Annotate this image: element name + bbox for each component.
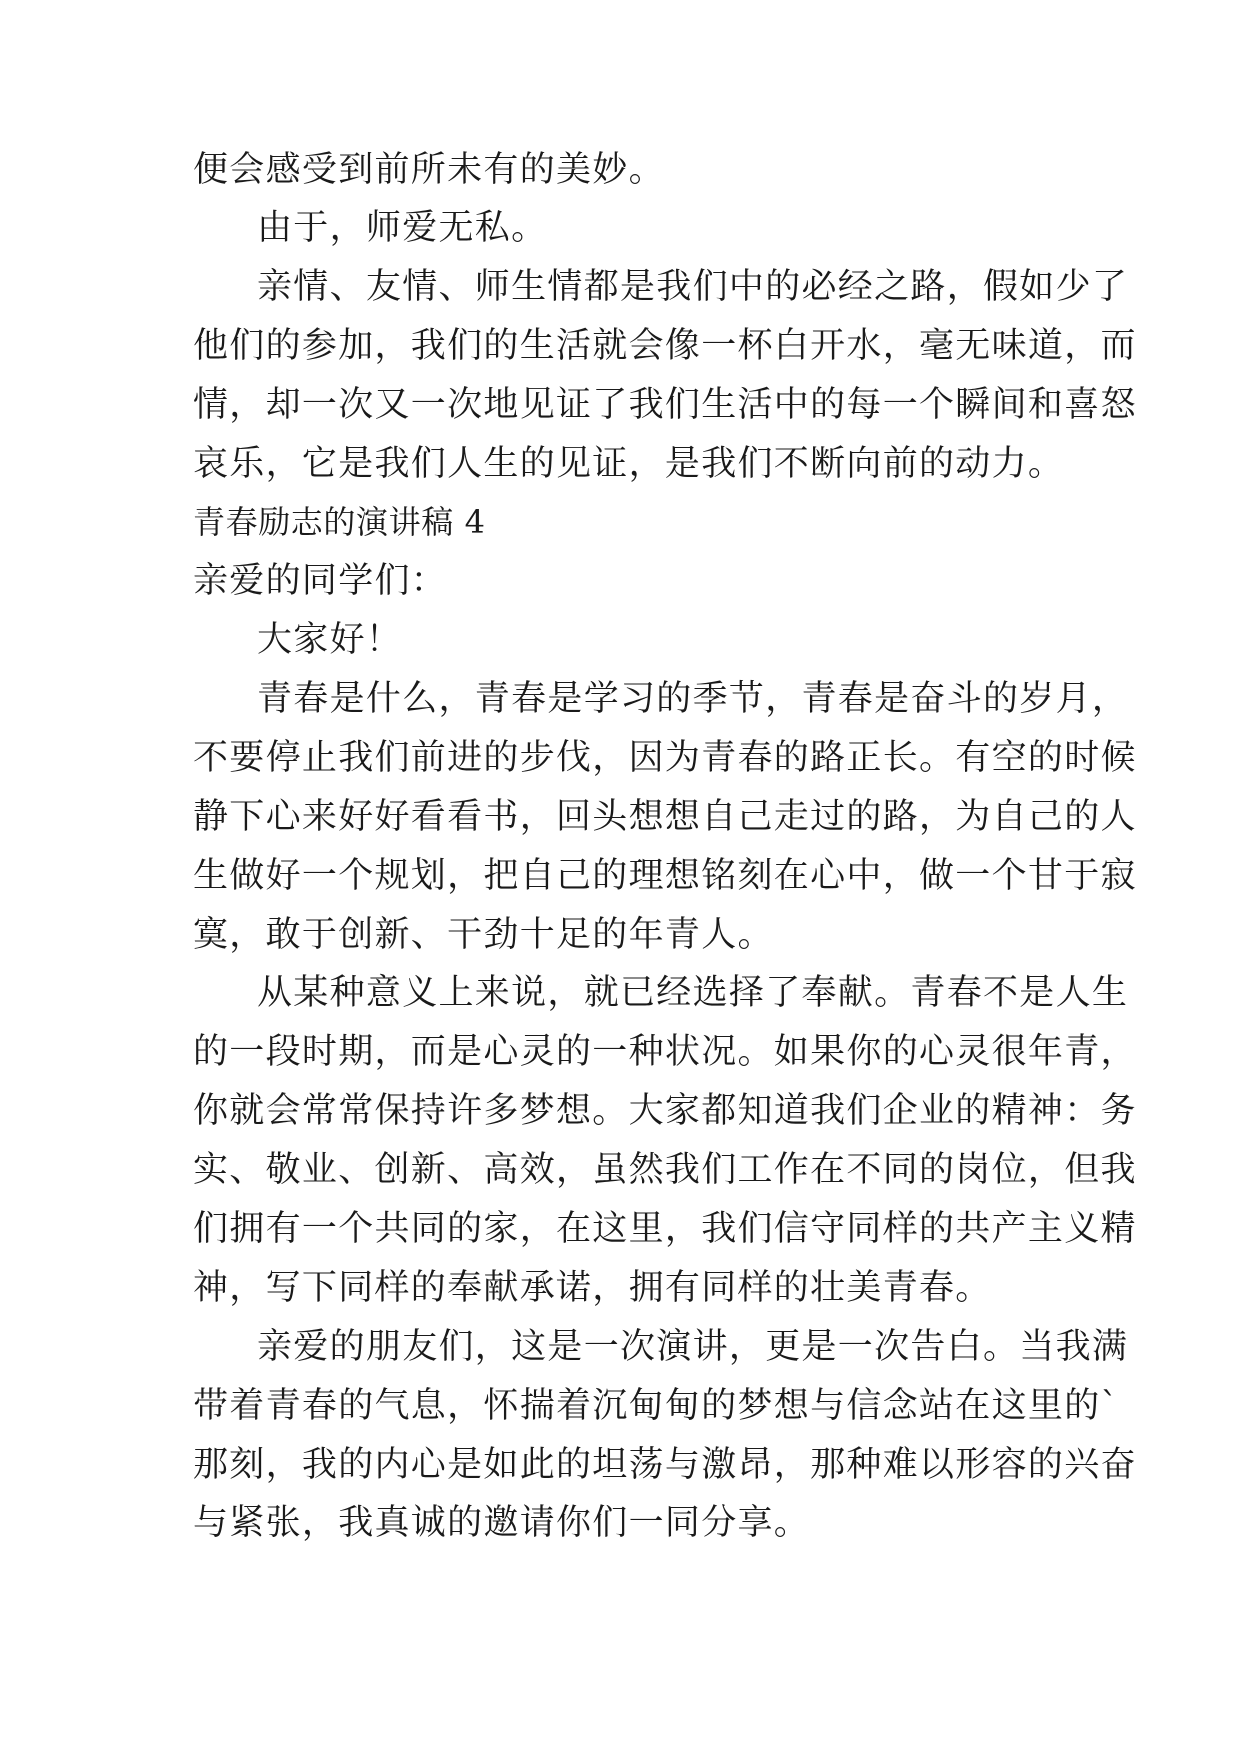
paragraph-line: 生做好一个规划，把自己的理想铭刻在心中，做一个甘于寂 — [193, 856, 1137, 896]
paragraph-line: 哀乐，它是我们人生的见证，是我们不断向前的动力。 — [193, 444, 1065, 484]
paragraph-line: 寞，敢于创新、干劲十足的年青人。 — [193, 915, 774, 955]
paragraph-line: 神，写下同样的奉献承诺，拥有同样的壮美青春。 — [193, 1268, 992, 1308]
paragraph-line: 们拥有一个共同的家，在这里，我们信守同样的共产主义精 — [193, 1209, 1137, 1249]
paragraph-line: 青春是什么，青春是学习的季节，青春是奋斗的岁月， — [257, 679, 1129, 719]
paragraph-line: 亲情、友情、师生情都是我们中的必经之路，假如少了 — [257, 267, 1129, 307]
paragraph-line: 与紧张，我真诚的邀请你们一同分享。 — [193, 1503, 811, 1543]
paragraph-line: 由于，师爱无私。 — [257, 208, 548, 248]
paragraph-line: 静下心来好好看看书，回头想想自己走过的路，为自己的人 — [193, 797, 1137, 837]
paragraph-line: 实、敬业、创新、高效，虽然我们工作在不同的岗位，但我 — [193, 1150, 1137, 1190]
paragraph-line: 那刻，我的内心是如此的坦荡与激昂，那种难以形容的兴奋 — [193, 1445, 1137, 1485]
paragraph-line: 不要停止我们前进的步伐，因为青春的路正长。有空的时候 — [193, 738, 1137, 778]
paragraph-line: 亲爱的朋友们，这是一次演讲，更是一次告白。当我满 — [257, 1327, 1129, 1367]
paragraph-line: 情，却一次又一次地见证了我们生活中的每一个瞬间和喜怒 — [193, 385, 1137, 425]
salutation: 亲爱的同学们： — [193, 561, 448, 601]
greeting: 大家好！ — [257, 620, 403, 660]
paragraph-line: 他们的参加，我们的生活就会像一杯白开水，毫无味道，而 — [193, 326, 1137, 366]
paragraph-line: 带着青春的气息，怀揣着沉甸甸的梦想与信念站在这里的` — [193, 1386, 1120, 1426]
section-heading: 青春励志的演讲稿 4 — [193, 503, 486, 541]
paragraph-line: 的一段时期，而是心灵的一种状况。如果你的心灵很年青， — [193, 1032, 1137, 1072]
paragraph-line: 你就会常常保持许多梦想。大家都知道我们企业的精神：务 — [193, 1091, 1137, 1131]
paragraph-line: 从某种意义上来说，就已经选择了奉献。青春不是人生 — [257, 973, 1129, 1013]
paragraph-line: 便会感受到前所未有的美妙。 — [193, 150, 665, 190]
